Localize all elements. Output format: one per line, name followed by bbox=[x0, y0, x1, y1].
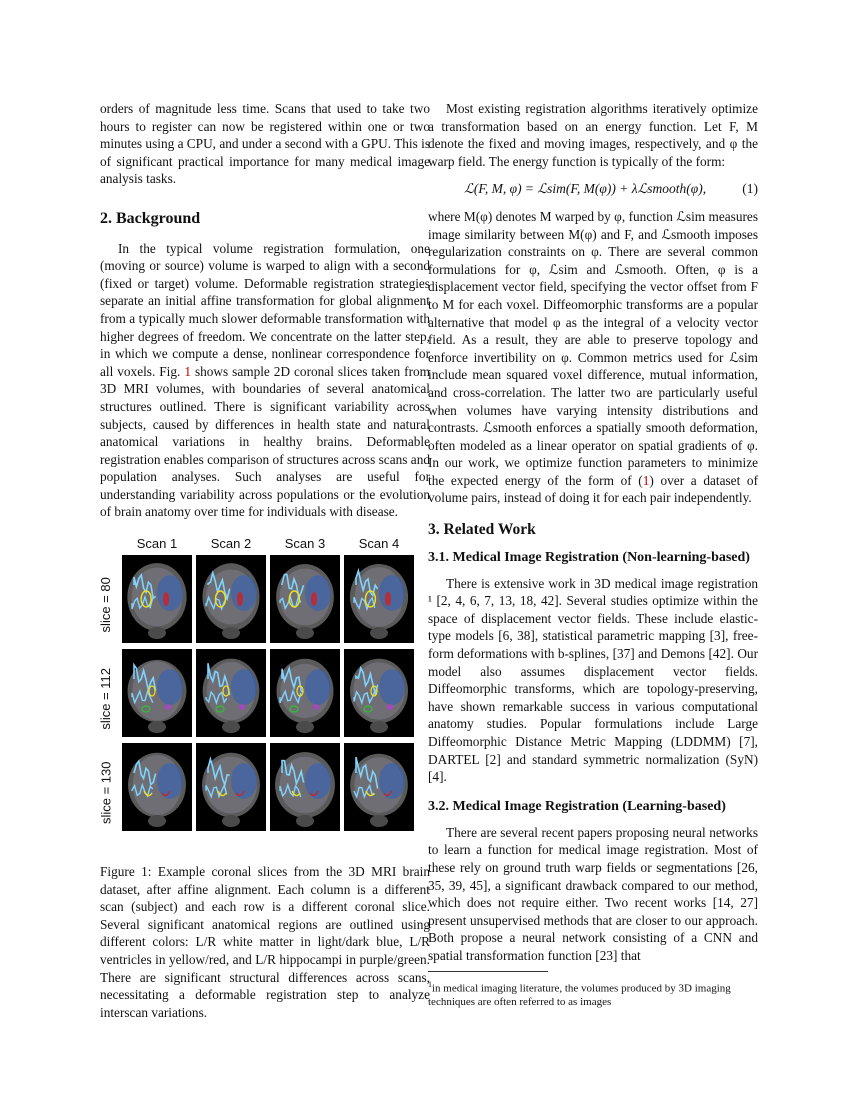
background-text-a: In the typical volume registration formulation, one (moving or source) volume is warped to align with a second (fixed or target) volume. Deformable registration strategies separate an initial affine transformation for global alignment from a typically much slower deformable transformation with higher degrees of freedom. We concentrate on the latter step, in which we compute a dense, nonlinear correspondence for all voxels. Fig. bbox=[100, 240, 430, 379]
subsection-heading-3-1: 3.1. Medical Image Registration (Non-learning-based) bbox=[428, 549, 750, 565]
mri-slice-image bbox=[196, 555, 266, 643]
energy-explanation-paragraph bbox=[428, 208, 758, 507]
equation-body: ℒ(F, M, φ) = ℒsim(F, M(φ)) + λℒsmooth(φ), bbox=[464, 181, 707, 197]
right-column bbox=[428, 100, 758, 1009]
equation-reference-link[interactable]: 1 bbox=[642, 472, 650, 488]
mri-slice-image bbox=[122, 649, 192, 737]
mri-slice-image bbox=[344, 649, 414, 737]
background-text-b: shows sample 2D coronal slices taken from 3D MRI volumes, with boundaries of several anatomical structures outlined. There is significant variability across subjects, caused by differences in health state and natural anatomical variations in healthy brains. Deformable registration enables comparison of structures across scans and population analyses. Such analyses are useful for understanding variability across populations or the evolution of brain anatomy over time for individuals with disease. bbox=[100, 363, 430, 520]
row-label-3: slice = 130 bbox=[98, 761, 114, 825]
energy-intro-paragraph: Most existing registration algorithms iteratively optimize a transformation based on an energy function. Let F, M denote the fixed and moving images, respectively, and φ the warp field. The energy function is typically of the form: bbox=[428, 101, 758, 169]
mri-slice-image bbox=[270, 743, 340, 831]
energy-text-b: ) over a dataset of volume pairs, instead of doing it for each pair independently. bbox=[428, 472, 759, 506]
figure-reference-link[interactable]: 1 bbox=[184, 363, 191, 379]
mri-slice-image bbox=[270, 555, 340, 643]
scan-header-4: Scan 4 bbox=[358, 536, 400, 552]
background-paragraph bbox=[100, 240, 430, 522]
row-label-1: slice = 80 bbox=[98, 577, 114, 633]
mri-slice-image bbox=[122, 555, 192, 643]
row-label-2: slice = 112 bbox=[98, 668, 114, 730]
footnote bbox=[428, 978, 758, 1010]
mri-slice-image bbox=[122, 743, 192, 831]
mri-slice-image bbox=[196, 743, 266, 831]
mri-slice-image bbox=[196, 649, 266, 737]
scan-header-1: Scan 1 bbox=[136, 536, 178, 552]
mri-slice-image bbox=[344, 743, 414, 831]
scan-header-2: Scan 2 bbox=[210, 536, 252, 552]
section-heading-related-work: 3. Related Work bbox=[428, 521, 536, 539]
footnote-rule bbox=[428, 971, 548, 972]
figure-1-caption: Figure 1: Example coronal slices from the 3D MRI brain dataset, after affine alignment. Each column is a different scan (subject) and each row is a different coronal slice. Several significant anatomical regions are outlined using different colors: L/R white matter in light/dark blue, L/R ventricles in yellow/red, and L/R hippocampi in purple/green. There are significant structural differences across scans, necessitating a deformable registration step to analyze interscan variations. bbox=[100, 864, 430, 1020]
energy-text-a: where M(φ) denotes M warped by φ, function ℒsim measures image similarity between M(φ) and F, and ℒsmooth imposes regularization constraints on φ. There are several common formulations for φ, ℒsim and ℒsmooth. Often, φ is a displacement vector field, specifying the vector offset from F to M for each voxel. Diffeomorphic transforms are a popular alternative that model φ as the integral of a velocity vector field. As a result, they are able to preserve topology and enforce invertibility on φ. Common metrics used for ℒsim include mean squared voxel difference, mutual information, and cross-correlation. The latter two are particularly useful when volumes have varying intensity distributions and contrasts. ℒsmooth enforces a spatially smooth deformation, often modeled as a linear operator on spatial gradients of φ. In our work, we optimize function parameters to minimize the expected energy of the form of ( bbox=[428, 208, 758, 488]
mri-slice-image bbox=[344, 555, 414, 643]
equation-1 bbox=[428, 180, 758, 198]
learning-paragraph: There are several recent papers proposing neural networks to learn a function for medical image registration. Most of these rely on ground truth warp fields or segmentations [26, 35, 39, 45], a significant drawback compared to our method, which does not require either. Two recent works [14, 27] present unsupervised methods that are closer to our approach. Both propose a neural network consisting of a CNN and spatial transformation function [23] that bbox=[428, 824, 758, 963]
section-heading-background: 2. Background bbox=[100, 209, 201, 227]
intro-continuation-paragraph: orders of magnitude less time. Scans that used to take two hours to register can now be registered within one or two minutes using a CPU, and under a second with a GPU. This is of significant practical importance for many medical image analysis tasks. bbox=[100, 101, 430, 187]
mri-slice-image bbox=[270, 649, 340, 737]
left-column bbox=[100, 100, 430, 1021]
footnote-mark: 1 bbox=[428, 979, 432, 989]
non-learning-paragraph: There is extensive work in 3D medical image registration ¹ [2, 4, 6, 7, 13, 18, 42]. Several studies optimize within the space of displacement vector fields. These include elastic-type models [6, 38], statistical parametric mapping [3], free-form deformations with b-splines, [37] and Demons [42]. Our model also assumes displacement vector fields. Diffeomorphic transforms, which are topology-preserving, have shown remarkable success in various computational anatomy studies. Popular formulations include Large Diffeomorphic Distance Metric Mapping (LDDMM) [7], DARTEL [2] and standard symmetric normalization (SyN) [4]. bbox=[428, 575, 758, 785]
equation-number: (1) bbox=[742, 181, 758, 197]
figure-1 bbox=[100, 535, 430, 853]
subsection-heading-3-2: 3.2. Medical Image Registration (Learning-based) bbox=[428, 798, 726, 814]
footnote-text: in medical imaging literature, the volumes produced by 3D imaging techniques are often referred to as images bbox=[428, 982, 731, 1008]
scan-header-3: Scan 3 bbox=[284, 536, 326, 552]
